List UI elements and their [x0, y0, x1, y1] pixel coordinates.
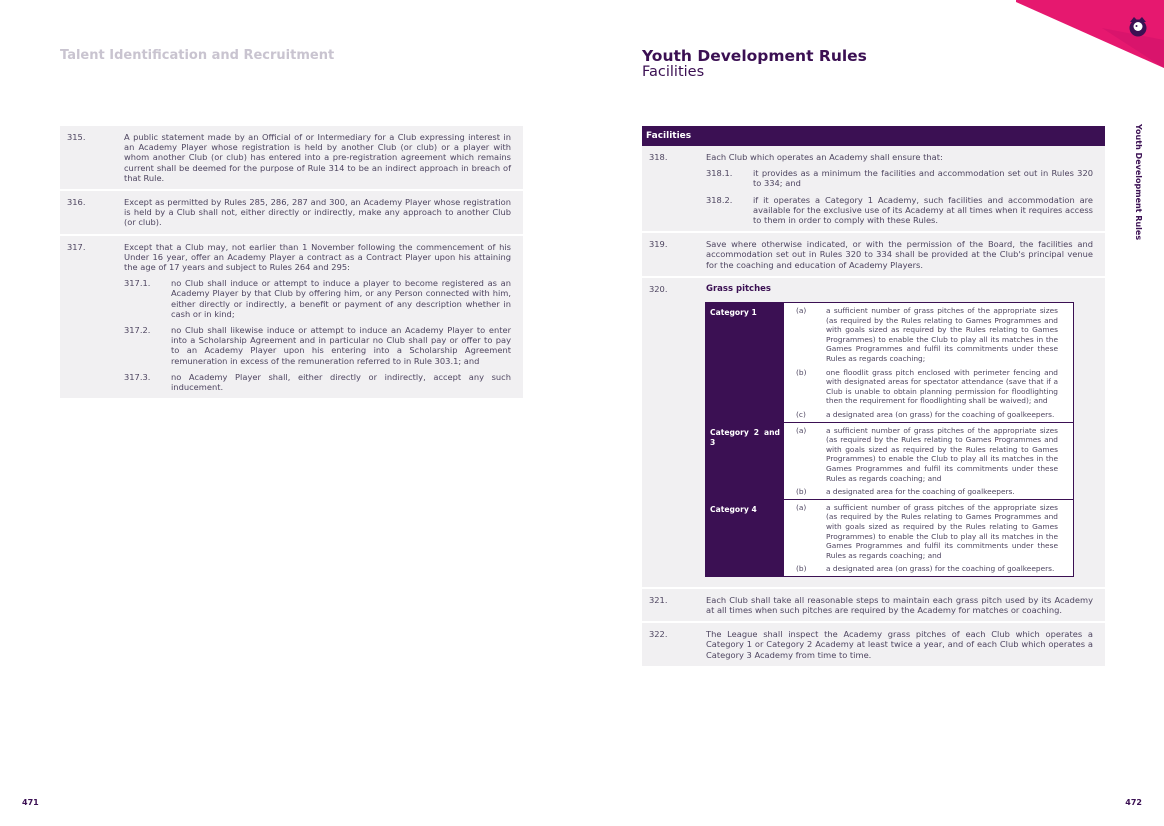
rule-text: Save where otherwise indicated, or with the permission of the Board, the facilities and accommodation set out in Rules 320 to 334 shall be provided at the Club's principal venue for the coaching and education of Academy Players. [706, 239, 1093, 270]
item-text: a sufficient number of grass pitches of the appropriate sizes (as required by the Rules relating to Games Programmes and with goals sized as required by the Rules relating to Games Programmes) to enable the Club to play all its matches in the Games Programmes and fulfil its commitments under these Rules as regards coaching; and [826, 502, 1058, 560]
item-text: a designated area for the coaching of goalkeepers. [826, 487, 1015, 497]
premier-league-lion-icon [1130, 17, 1147, 37]
item-letter: (b) [796, 487, 807, 497]
side-section-label: Youth Development Rules [1134, 124, 1143, 241]
rule-316 [60, 189, 523, 234]
category-row [706, 422, 1073, 499]
rule-321 [642, 587, 1105, 621]
list-item [784, 306, 1058, 364]
rule-text: Except as permitted by Rules 285, 286, 287 and 300, an Academy Player whose registration is held by a Club shall not, either directly or indirectly, make any approach to another Club (or club). [124, 197, 511, 228]
item-letter: (a) [796, 502, 807, 512]
rule-number: 319. [649, 239, 668, 250]
rule-number: 317. [67, 241, 86, 252]
category-items [784, 303, 1073, 422]
category-row [706, 499, 1073, 576]
left-page-header: Talent Identification and Recruitment [60, 48, 335, 63]
item-letter: (b) [796, 367, 807, 377]
rule-text: Each Club which operates an Academy shall ensure that: [706, 152, 943, 162]
list-item [784, 503, 1058, 561]
list-item [784, 564, 1058, 574]
sub-rule-text: no Academy Player shall, either directly or indirectly, accept any such inducement. [171, 371, 511, 393]
item-letter: (c) [796, 409, 806, 419]
item-text: a designated area (on grass) for the coaching of goalkeepers. [826, 564, 1055, 574]
rule-text: Except that a Club may, not earlier than 1 November following the commencement of his Under 16 year, offer an Academy Player a contract as a Contract Player upon his attaining the age of 17 years and subject to Rules 264 and 295: [124, 241, 511, 273]
page-number-right: 472 [1125, 798, 1142, 807]
sub-rule-317-3 [124, 372, 511, 392]
sub-rule-number: 317.1. [124, 278, 151, 289]
list-item [784, 410, 1058, 420]
sub-rule-number: 317.3. [124, 371, 151, 382]
rules-panel [60, 126, 523, 398]
item-letter: (b) [796, 564, 807, 574]
rule-number: 320. [649, 283, 668, 294]
rule-322 [642, 621, 1105, 666]
rule-319 [642, 231, 1105, 276]
item-text: a sufficient number of grass pitches of the appropriate sizes (as required by the Rules relating to Games Programmes and with goals sized as required by the Rules relating to Games Programmes) to enable the Club to play all its matches in the Games Programmes and fulfil its commitments under these Rules as regards coaching; and [826, 425, 1058, 483]
sub-rule-317-1 [124, 278, 511, 319]
rule-number: 322. [649, 629, 668, 640]
list-item [784, 368, 1058, 406]
rule-320 [642, 276, 1105, 587]
category-label: Category 4 [706, 500, 784, 576]
list-item [784, 487, 1058, 497]
rule-318 [642, 146, 1105, 231]
list-item [784, 426, 1058, 484]
facilities-panel [642, 126, 1105, 666]
page-number-left: 471 [22, 798, 39, 807]
sub-rule-text: if it operates a Category 1 Academy, such facilities and accommodation are available for the exclusive use of its Academy at all times when it requires access to them in order to comply with these Rules. [753, 194, 1093, 226]
right-page [582, 0, 1164, 826]
item-text: a designated area (on grass) for the coaching of goalkeepers. [826, 409, 1055, 419]
item-text: one floodlit grass pitch enclosed with perimeter fencing and with designated areas for spectator attendance (save that if a Club is unable to obtain planning permission for floodlighting then the requirement for floodlighting shall be waived); and [826, 367, 1058, 406]
section-header: Facilities [642, 126, 1105, 146]
item-text: a sufficient number of grass pitches of the appropriate sizes (as required by the Rules relating to Games Programmes and with goals sized as required by the Rules relating to Games Programmes) to enable the Club to play all its matches in the Games Programmes and fulfil its commitments under these Rules as regards coaching; [826, 306, 1058, 363]
rule-text: A public statement made by an Official of or Intermediary for a Club expressing interest in an Academy Player whose registration is held by another Club (or club) or a player with whom another Club (or club) has entered into a pre-registration agreement which remains current shall be deemed for the purpose of Rule 314 to be an indirect approach in breach of that Rule. [124, 132, 511, 183]
category-label: Category 1 [706, 303, 784, 422]
sub-rule-text: no Club shall likewise induce or attempt to induce an Academy Player to enter into a Scholarship Agreement and in particular no Club shall pay or offer to pay to an Academy Player upon his entering into a Scholarship Agreement remuneration in excess of the remuneration referred to in Rule 303.1; and [171, 325, 511, 366]
sub-rule-text: it provides as a minimum the facilities and accommodation set out in Rules 320 to 334; and [753, 168, 1093, 189]
grass-pitches-table [705, 302, 1074, 577]
sub-rule-number: 318.2. [706, 194, 733, 205]
category-items [784, 500, 1073, 576]
rule-317 [60, 234, 523, 399]
page-title: Youth Development Rules [642, 47, 867, 65]
item-letter: (a) [796, 425, 807, 435]
category-row [706, 303, 1073, 422]
rule-text: Each Club shall take all reasonable steps to maintain each grass pitch used by its Academy at all times when such pitches are required by the Academy for matches or coaching. [706, 594, 1093, 616]
sub-rule-318-1 [706, 168, 1093, 188]
item-letter: (a) [796, 306, 807, 316]
rule-number: 316. [67, 197, 86, 208]
category-label: Category 2 and 3 [706, 423, 784, 499]
sub-rule-number: 318.1. [706, 168, 733, 179]
rule-number: 315. [67, 132, 86, 142]
sub-rule-text: no Club shall induce or attempt to induce a player to become registered as an Academy Player by that Club by offering him, or any Person connected with him, either directly or indirectly, a benefit or payment of any description whether in cash or in kind; [171, 278, 511, 319]
rule-number: 318. [649, 152, 668, 162]
sub-rule-317-2 [124, 325, 511, 366]
category-items [784, 423, 1073, 499]
rule-number: 321. [649, 594, 668, 605]
grass-pitches-title: Grass pitches [706, 283, 771, 294]
sub-rule-number: 317.2. [124, 325, 151, 336]
page-subtitle: Facilities [642, 64, 705, 80]
rule-text: The League shall inspect the Academy grass pitches of each Club which operates a Category 1 or Category 2 Academy at least twice a year, and of each Club which operates a Category 3 Academy from time to time. [706, 629, 1093, 660]
rule-315 [60, 126, 523, 189]
corner-ribbon [1016, 0, 1164, 70]
sub-rule-318-2 [706, 195, 1093, 226]
